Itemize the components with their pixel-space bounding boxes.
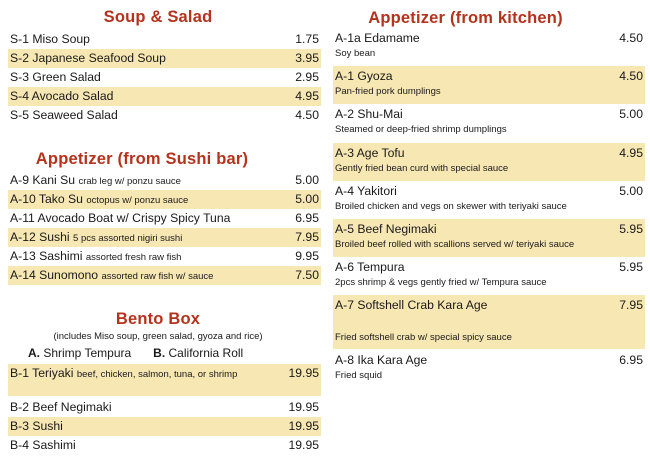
combo-a-label: Shrimp Tempura [43,346,132,360]
combo-a [28,345,131,362]
menu-row [8,87,321,106]
menu-row [8,30,321,49]
item-price: 7.95 [619,298,643,312]
item-name: A-2 Shu-Mai [335,107,403,121]
menu-row [8,247,321,266]
item-price: 19.95 [288,366,319,380]
combo-b [153,345,243,362]
bento-list [8,364,321,455]
item-desc: 2pcs shrimp & vegs gently fried w/ Tempura sauce [335,277,547,288]
item-name: S-2 Japanese Seafood Soup [10,51,166,65]
item-price: 5.00 [619,184,643,198]
menu-item [333,181,645,219]
menu-row [8,190,321,209]
item-price: 19.95 [288,438,319,452]
menu-item [333,219,645,257]
item-price: 5.95 [619,260,643,274]
item-desc: 5 pcs assorted nigiri sushi [73,233,183,244]
item-name-wrap [10,171,181,191]
item-price: 7.95 [295,230,319,244]
item-name: A-11 Avocado Boat w/ Crispy Spicy Tuna [10,211,231,225]
sushi-bar-heading: Appetizer (from Sushi bar) [35,150,249,168]
item-price: 2.95 [295,70,319,84]
item-name: S-5 Seaweed Salad [10,108,118,122]
soup-salad-list [8,30,321,125]
menu-item [333,349,645,385]
item-price: 4.95 [295,89,319,103]
menu-row [8,266,321,285]
item-price: 4.50 [295,108,319,122]
item-desc: Fried squid [335,370,382,381]
item-desc: assorted raw fish w/ sauce [101,271,214,282]
item-name: B-4 Sashimi [10,438,76,452]
combo-b-label: California Roll [168,346,244,360]
menu-item [333,30,645,66]
kitchen-heading: Appetizer (from kitchen) [368,9,563,27]
item-price: 5.00 [619,107,643,121]
menu-item [333,257,645,295]
item-name: A-10 Tako Su [10,192,83,206]
item-name: A-5 Beef Negimaki [335,222,437,236]
item-price: 4.95 [619,146,643,160]
item-name: A-9 Kani Su [10,173,76,187]
item-name: S-3 Green Salad [10,70,101,84]
menu-item [333,104,645,143]
item-name-wrap [10,364,237,384]
item-desc: Fried softshell crab w/ special spicy sauce [335,332,512,343]
item-name-wrap [10,266,213,286]
menu-row [8,398,321,417]
item-desc: Steamed or deep-fried shrimp dumplings [335,124,507,135]
bento-combos [8,345,321,362]
item-name: A-1 Gyoza [335,69,393,83]
combo-a-letter: A. [28,346,40,360]
item-price: 4.50 [619,31,643,45]
menu-item [333,295,645,349]
item-name: S-4 Avocado Salad [10,89,114,103]
item-desc: crab leg w/ ponzu sauce [78,176,181,187]
item-name: A-3 Age Tofu [335,146,405,160]
bento-heading: Bento Box [115,310,201,328]
item-price: 9.95 [295,249,319,263]
item-name-wrap [10,190,188,210]
menu-row [8,209,321,228]
menu-row [8,68,321,87]
item-price: 7.50 [295,268,319,282]
item-price: 1.75 [295,32,319,46]
menu-row [8,171,321,190]
item-price: 4.50 [619,69,643,83]
item-name: B-3 Sushi [10,419,63,433]
combo-b-letter: B. [153,346,166,360]
menu-row [8,228,321,247]
item-name: A-6 Tempura [335,260,405,274]
item-name: A-4 Yakitori [335,184,397,198]
item-name: A-12 Sushi [10,230,70,244]
item-name: B-1 Teriyaki [10,366,74,380]
item-name: B-2 Beef Negimaki [10,400,112,414]
item-name: S-1 Miso Soup [10,32,90,46]
item-desc: assorted fresh raw fish [85,252,182,263]
menu-item [333,143,645,181]
item-price: 5.00 [295,173,319,187]
item-name: A-7 Softshell Crab Kara Age [335,298,488,312]
menu-item [333,66,645,104]
item-price: 5.00 [295,192,319,206]
item-desc: Broiled beef rolled with scallions served w/ teriyaki sauce [335,239,575,250]
kitchen-list [333,30,645,385]
sushi-bar-list [8,171,321,285]
bento-note: (includes Miso soup, green salad, gyoza and rice) [53,331,263,342]
soup-salad-heading: Soup & Salad [103,8,213,26]
item-name-wrap [10,228,182,248]
menu-row [8,364,321,396]
item-desc: Gently fried bean curd with special sauce [335,163,509,174]
item-price: 6.95 [295,211,319,225]
item-name: A-1a Edamame [335,31,420,45]
item-name-wrap [10,247,181,267]
item-name: A-13 Sashimi [10,249,83,263]
item-desc: beef, chicken, salmon, tuna, or shrimp [76,369,238,380]
item-price: 19.95 [288,400,319,414]
item-name: A-8 Ika Kara Age [335,353,428,367]
item-name: A-14 Sunomono [10,268,99,282]
menu-row [8,436,321,455]
menu-row [8,49,321,68]
item-price: 3.95 [295,51,319,65]
item-desc: octopus w/ ponzu sauce [86,195,189,206]
item-price: 19.95 [288,419,319,433]
item-desc: Soy bean [335,48,376,59]
item-desc: Pan-fried pork dumplings [335,86,441,97]
menu-row [8,106,321,125]
item-desc: Broiled chicken and vegs on skewer with teriyaki sauce [335,201,567,212]
item-price: 5.95 [619,222,643,236]
item-price: 6.95 [619,353,643,367]
menu-row [8,417,321,436]
